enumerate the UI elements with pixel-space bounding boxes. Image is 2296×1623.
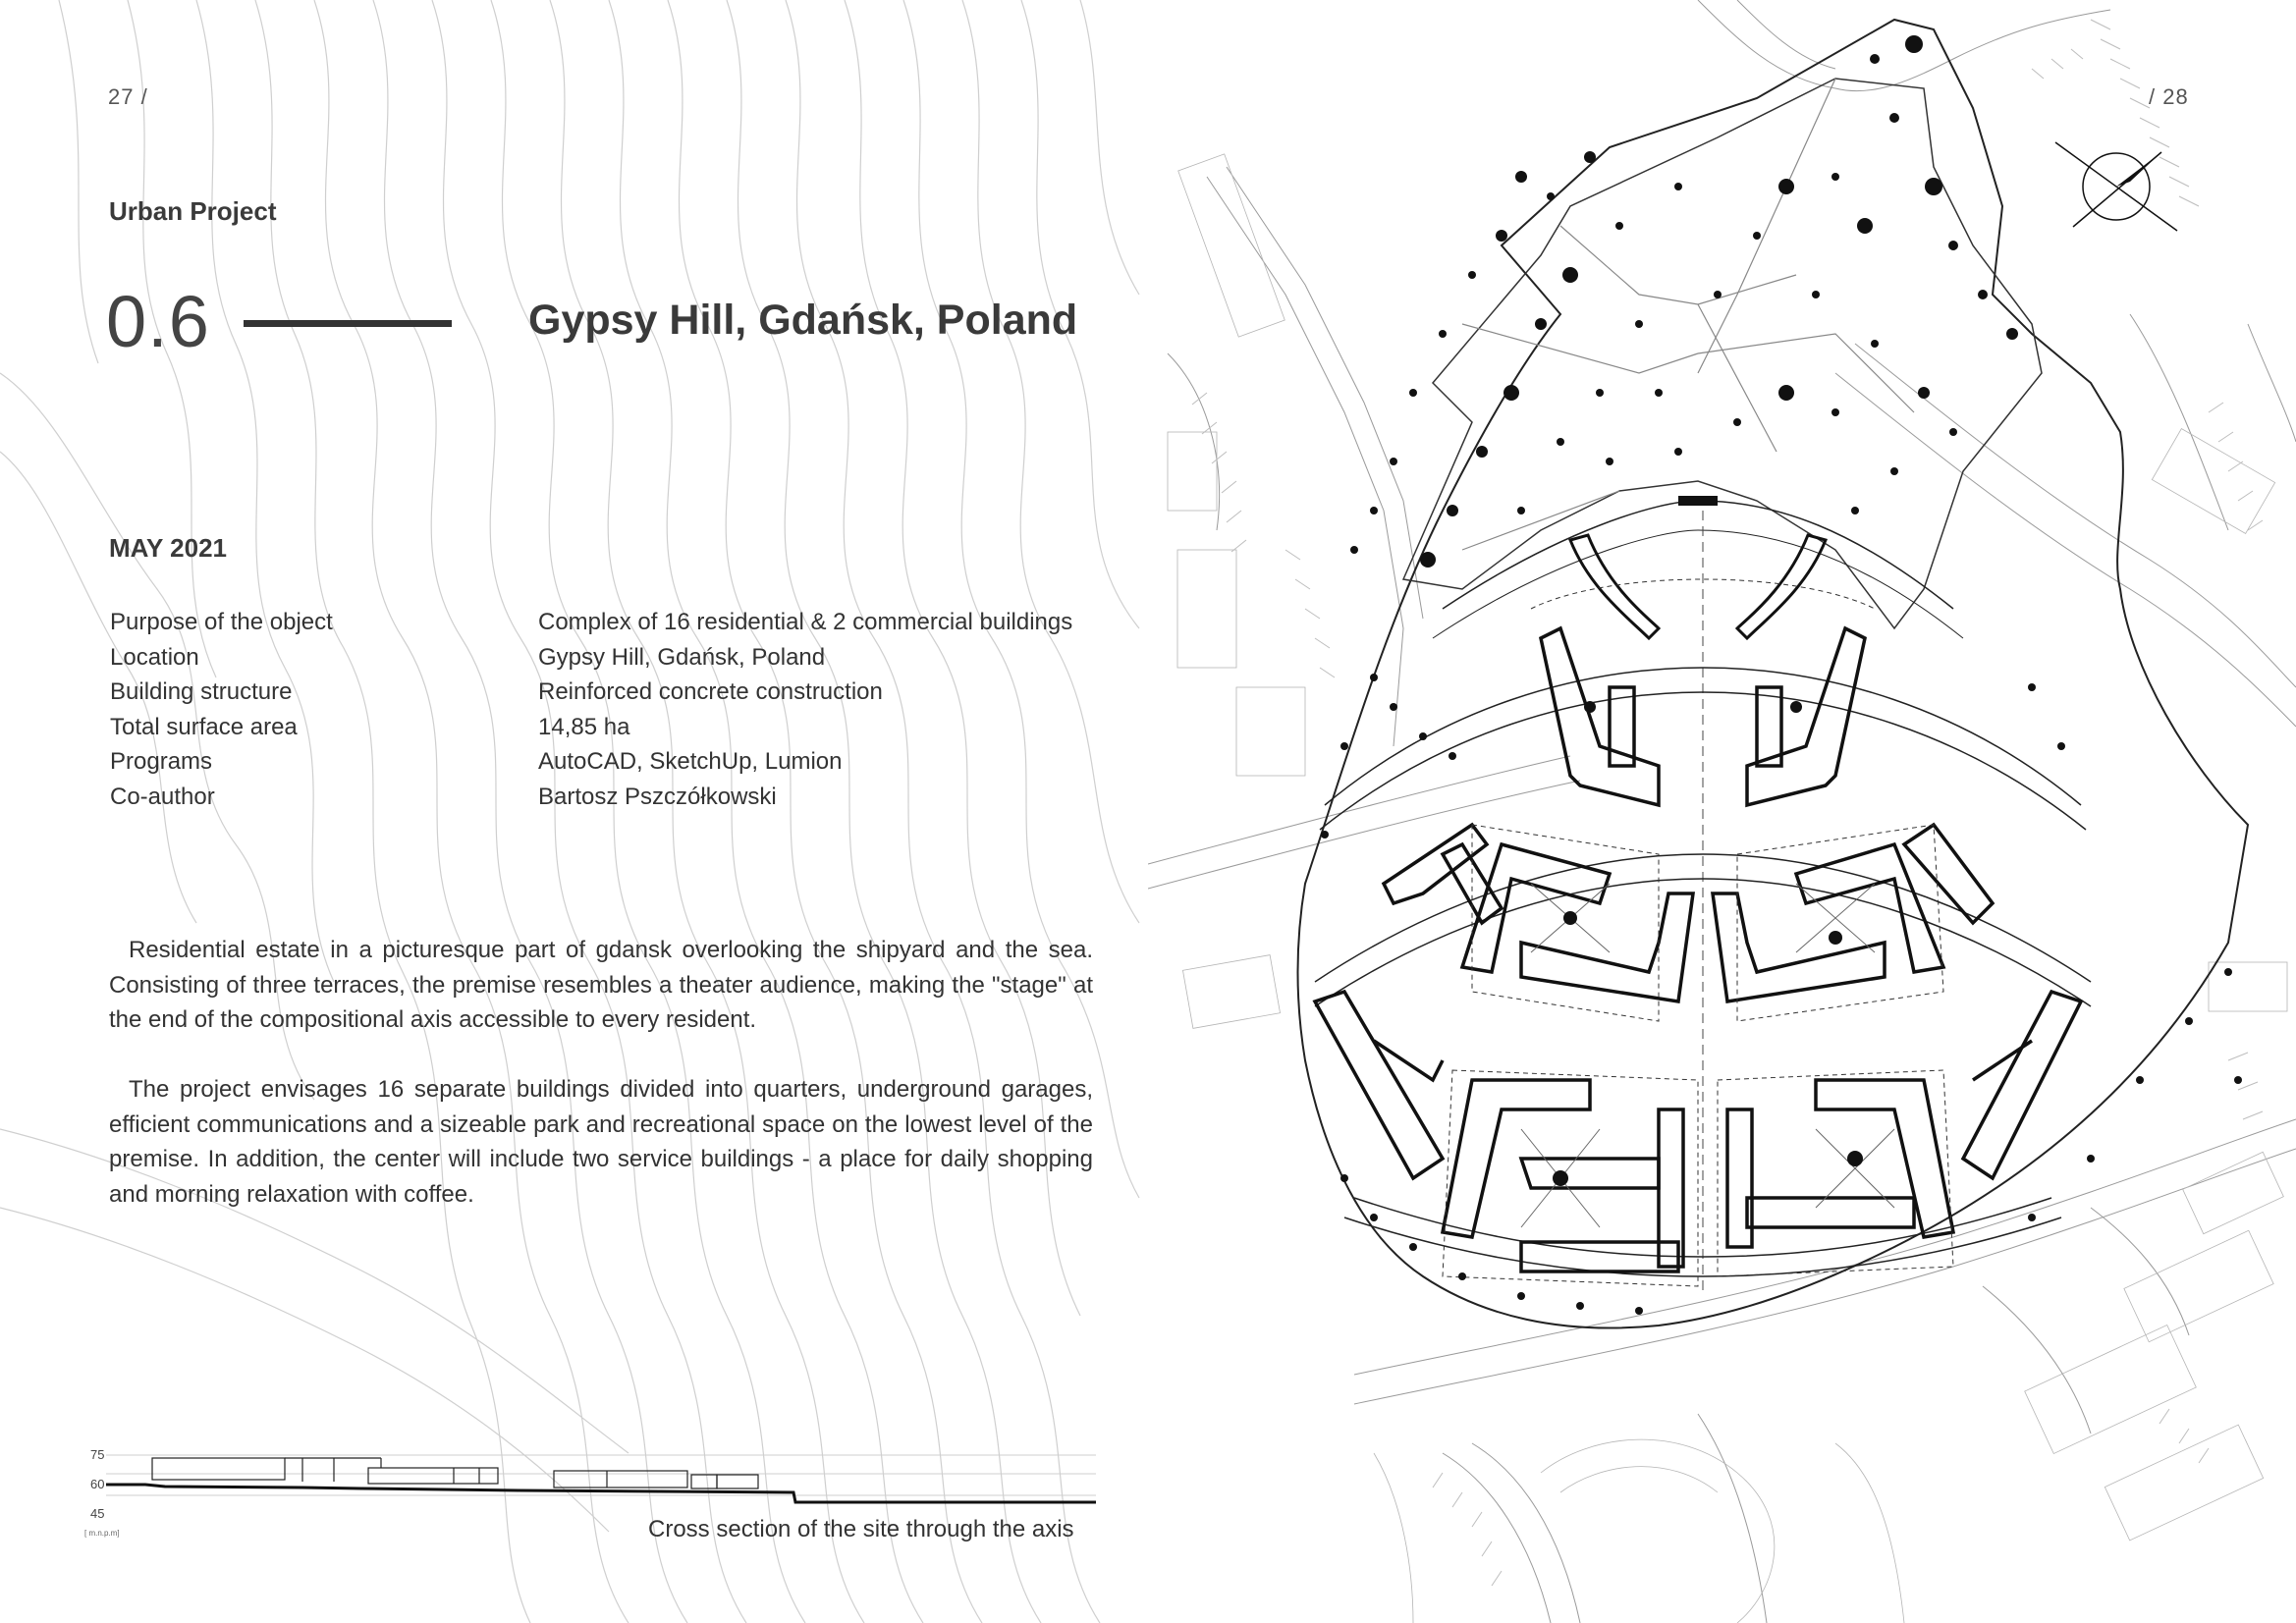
title-rule: [244, 320, 452, 327]
info-row: [110, 748, 1131, 784]
info-row: [110, 714, 1131, 749]
info-label: Co-author: [110, 783, 215, 810]
section-unit: [ m.n.p.m]: [84, 1529, 120, 1538]
site-plan-drawing: [1148, 0, 2296, 1623]
info-value: Gypsy Hill, Gdańsk, Poland: [538, 643, 826, 671]
info-label: Programs: [110, 748, 213, 775]
project-info-table: [110, 609, 1131, 818]
section-level-75: 75: [90, 1447, 105, 1462]
section-caption: Cross section of the site through the axis: [648, 1516, 1074, 1542]
info-row: [110, 678, 1131, 714]
description-paragraph: Residential estate in a picturesque part of gdansk overlooking the shipyard and the sea. Consisting of three terraces, the premise resembles a theater audience, making the "stage" at the end of the compositional axis accessible to every resident.: [109, 937, 1093, 1033]
project-number: 0.6: [106, 281, 210, 362]
info-label: Location: [110, 643, 199, 671]
project-title: Gypsy Hill, Gdańsk, Poland: [528, 297, 1078, 344]
section-level-60: 60: [90, 1477, 105, 1491]
info-value: Reinforced concrete construction: [538, 678, 883, 705]
info-value: Bartosz Pszczółkowski: [538, 783, 777, 810]
page-number: 27 /: [108, 84, 148, 109]
info-row: [110, 784, 1131, 819]
category-label: Urban Project: [109, 196, 277, 226]
info-label: Total surface area: [110, 713, 298, 740]
info-value: Complex of 16 residential & 2 commercial buildings: [538, 609, 1073, 635]
info-row: [110, 609, 1131, 644]
description-paragraph: The project envisages 16 separate buildings divided into quarters, underground garages, efficient communications and a sizeable park and recreational space on the lowest level of the premise. In addition, the center will include two service buildings - a place for daily shopping and morning relaxation with coffee.: [109, 1076, 1093, 1208]
info-row: [110, 644, 1131, 679]
north-arrow-icon: [2051, 133, 2189, 241]
info-label: Purpose of the object: [110, 609, 333, 635]
info-label: Building structure: [110, 678, 293, 705]
info-value: 14,85 ha: [538, 713, 630, 740]
cross-section-drawing: [106, 1438, 1096, 1517]
project-date: MAY 2021: [109, 533, 227, 563]
info-value: AutoCAD, SketchUp, Lumion: [538, 748, 843, 775]
page-number: / 28: [2149, 84, 2189, 109]
right-page: [1148, 0, 2296, 1623]
section-level-45: 45: [90, 1506, 105, 1521]
